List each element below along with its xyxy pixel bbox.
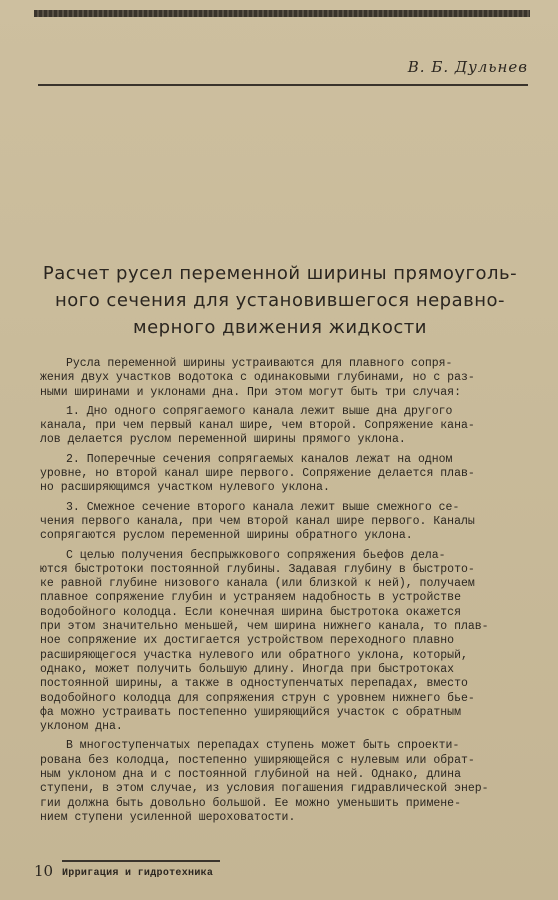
text-line: расширяющегося участка нулевого или обратного уклона, который,: [40, 648, 468, 662]
paragraph: [40, 357, 522, 400]
journal-name: Ирригация и гидротехника: [62, 868, 214, 879]
text-line: рована без колодца, постепенно уширяющейся с нулевым или обрат-: [40, 753, 475, 767]
text-line: ное сопряжение их достигается устройством переходного плавно: [40, 634, 455, 648]
title-line: ного сечения для установившегося неравно-: [54, 290, 506, 311]
text-line: водобойного колодца. Если конечная ширина быстротока окажется: [40, 605, 461, 619]
paragraph: [40, 549, 522, 735]
author-name: В. Б. Дульнев: [407, 58, 528, 76]
text-line: чения первого канала, при чем второй канал шире первого. Каналы: [40, 514, 475, 528]
text-line: уровне, но второй канал шире первого. Сопряжение делается плав-: [40, 467, 475, 481]
text-line: ступени, в этом случае, из условия погашения гидравлической энер-: [40, 782, 489, 796]
top-decorative-rule: [34, 10, 530, 17]
text-line: ке равной глубине низового канала (или близкой к ней), получаем: [40, 577, 475, 591]
text-line: ются быстротоки постоянной глубины. Задавая глубину в быстрото-: [40, 562, 475, 576]
page-number: 10: [34, 862, 54, 880]
author-underline: [38, 84, 528, 86]
paragraph: [40, 501, 522, 544]
title-line: мерного движения жидкости: [133, 317, 427, 338]
text-line: постоянной ширины, а также в одноступенчатых перепадах, вместо: [40, 677, 468, 691]
text-line: Русла переменной ширины устраиваются для плавного сопря-: [66, 357, 453, 370]
paragraph: [40, 739, 522, 825]
text-line: водобойного колодца для сопряжения струн с уровнем нижнего бье-: [40, 691, 475, 705]
title-line: Расчет русел переменной ширины прямоуголь-: [42, 263, 518, 284]
text-line: 2. Поперечные сечения сопрягаемых каналов лежат на одном: [66, 452, 453, 466]
text-line: при этом значительно меньшей, чем ширина нижнего канала, то плав-: [40, 620, 489, 634]
text-line: однако, может получить большую длину. Иногда при быстротоках: [40, 662, 455, 676]
text-line: сопрягаются руслом переменной ширины обратного уклона.: [40, 529, 413, 543]
text-line: но расширяющимся участком нулевого уклона.: [40, 481, 330, 495]
text-line: плавное сопряжение глубин и устраняем надобность в устройстве: [40, 591, 461, 605]
text-line: ными ширинами и уклонами дна. При этом могут быть три случая:: [40, 385, 461, 399]
footer-rule: [62, 860, 220, 862]
text-line: нием ступени усиленной шероховатости.: [40, 810, 296, 824]
text-line: уклоном дна.: [40, 720, 123, 734]
paragraph: [40, 405, 522, 448]
paragraph: [40, 453, 522, 496]
text-line: 1. Дно одного сопрягаемого канала лежит выше дна другого: [66, 404, 453, 418]
text-line: жения двух участков водотока с одинаковыми глубинами, но с раз-: [40, 371, 475, 385]
text-line: фа можно устраивать постепенно уширяющийся участок с обратным: [40, 705, 461, 719]
text-line: лов делается руслом переменной ширины прямого уклона.: [40, 433, 406, 447]
article-body: [40, 357, 522, 830]
text-line: ным уклоном дна и с постоянной глубиной на ней. Однако, длина: [40, 768, 461, 782]
text-line: гии должна быть довольно большой. Ее можно уменьшить примене-: [40, 796, 461, 810]
text-line: В многоступенчатых перепадах ступень может быть спроекти-: [66, 739, 460, 753]
text-line: С целью получения беспрыжкового сопряжения бьефов дела-: [66, 548, 446, 562]
article-title: [30, 260, 530, 341]
text-line: канала, при чем первый канал шире, чем второй. Сопряжение кана-: [40, 419, 475, 433]
text-line: 3. Смежное сечение второго канала лежит выше смежного се-: [66, 500, 460, 514]
